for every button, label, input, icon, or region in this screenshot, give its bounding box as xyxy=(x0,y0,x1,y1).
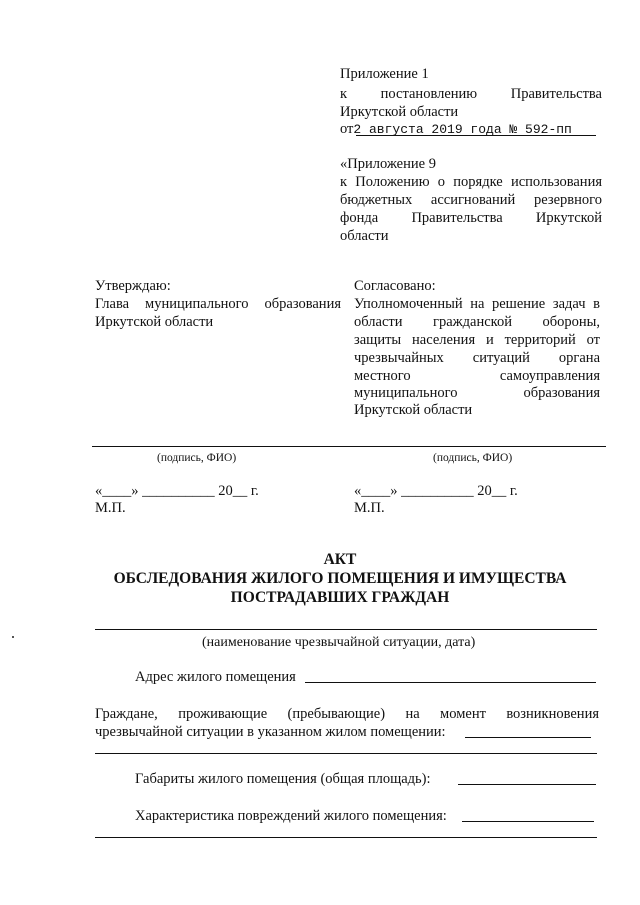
appendix-title: Приложение 1 xyxy=(340,66,429,82)
dimensions-line xyxy=(458,784,596,785)
agree-line: местного самоуправления xyxy=(354,368,600,384)
act-title: АКТ xyxy=(323,551,357,568)
damage-line xyxy=(462,821,594,822)
address-line xyxy=(305,682,596,683)
agree-line: муниципального образования xyxy=(354,385,600,401)
signature-caption-left: (подпись, ФИО) xyxy=(157,452,237,464)
citizens-label: Граждане, проживающие (пребывающие) на момент возникновения xyxy=(95,706,599,722)
damage-line-2 xyxy=(95,837,597,838)
date-left: «____» __________ 20__ г. xyxy=(95,483,259,499)
agree-line: области гражданской обороны, xyxy=(354,314,600,330)
scan-mark xyxy=(12,636,14,638)
appendix-ref-word-2: постановлению xyxy=(380,86,478,102)
approve-title: Утверждаю: xyxy=(95,278,171,294)
agree-line: чрезвычайных ситуаций органа xyxy=(354,350,600,366)
appendix9-line: бюджетных ассигнований резервного xyxy=(340,192,602,208)
appendix9-line: области xyxy=(340,228,389,244)
agree-title: Согласовано: xyxy=(354,278,436,294)
citizens-label-2: чрезвычайной ситуации в указанном жилом помещении: xyxy=(95,724,446,740)
approve-position: Глава муниципального образования xyxy=(95,296,341,312)
damage-label: Характеристика повреждений жилого помещения: xyxy=(135,808,447,824)
emergency-caption: (наименование чрезвычайной ситуации, дата) xyxy=(202,635,476,650)
appendix9-line: к Положению о порядке использования xyxy=(340,174,602,190)
appendix-date-prefix: от xyxy=(340,121,354,137)
address-label: Адрес жилого помещения xyxy=(135,669,296,685)
appendix-date-line xyxy=(340,119,572,140)
appendix-reference xyxy=(340,84,602,104)
citizens-line-2 xyxy=(95,753,597,754)
appendix-ref-word-3: Правительства xyxy=(510,86,602,102)
approve-region: Иркутской области xyxy=(95,314,214,330)
agree-line: защиты населения и территорий от xyxy=(354,332,600,348)
appendix9-line: фонда Правительства Иркутской xyxy=(340,210,602,226)
emergency-name-line xyxy=(95,629,597,630)
appendix-ref-word-1: к xyxy=(340,86,348,102)
appendix-date: 2 августа 2019 года № 592-пп xyxy=(353,122,572,137)
seal-left: М.П. xyxy=(95,500,126,516)
date-right: «____» __________ 20__ г. xyxy=(354,483,518,499)
appendix-date-underline xyxy=(356,135,596,136)
act-subtitle: ОБСЛЕДОВАНИЯ ЖИЛОГО ПОМЕЩЕНИЯ И ИМУЩЕСТВА xyxy=(113,570,567,587)
dimensions-label: Габариты жилого помещения (общая площадь): xyxy=(135,771,431,787)
agree-line: Иркутской области xyxy=(354,402,473,418)
signature-line xyxy=(92,446,606,447)
agree-line: Уполномоченный на решение задач в xyxy=(354,296,600,312)
citizens-line xyxy=(465,737,591,738)
act-subtitle-2: ПОСТРАДАВШИХ ГРАЖДАН xyxy=(230,589,450,606)
seal-right: М.П. xyxy=(354,500,385,516)
signature-caption-right: (подпись, ФИО) xyxy=(433,452,513,464)
appendix-region: Иркутской области xyxy=(340,104,459,120)
appendix9-title: «Приложение 9 xyxy=(340,156,436,172)
